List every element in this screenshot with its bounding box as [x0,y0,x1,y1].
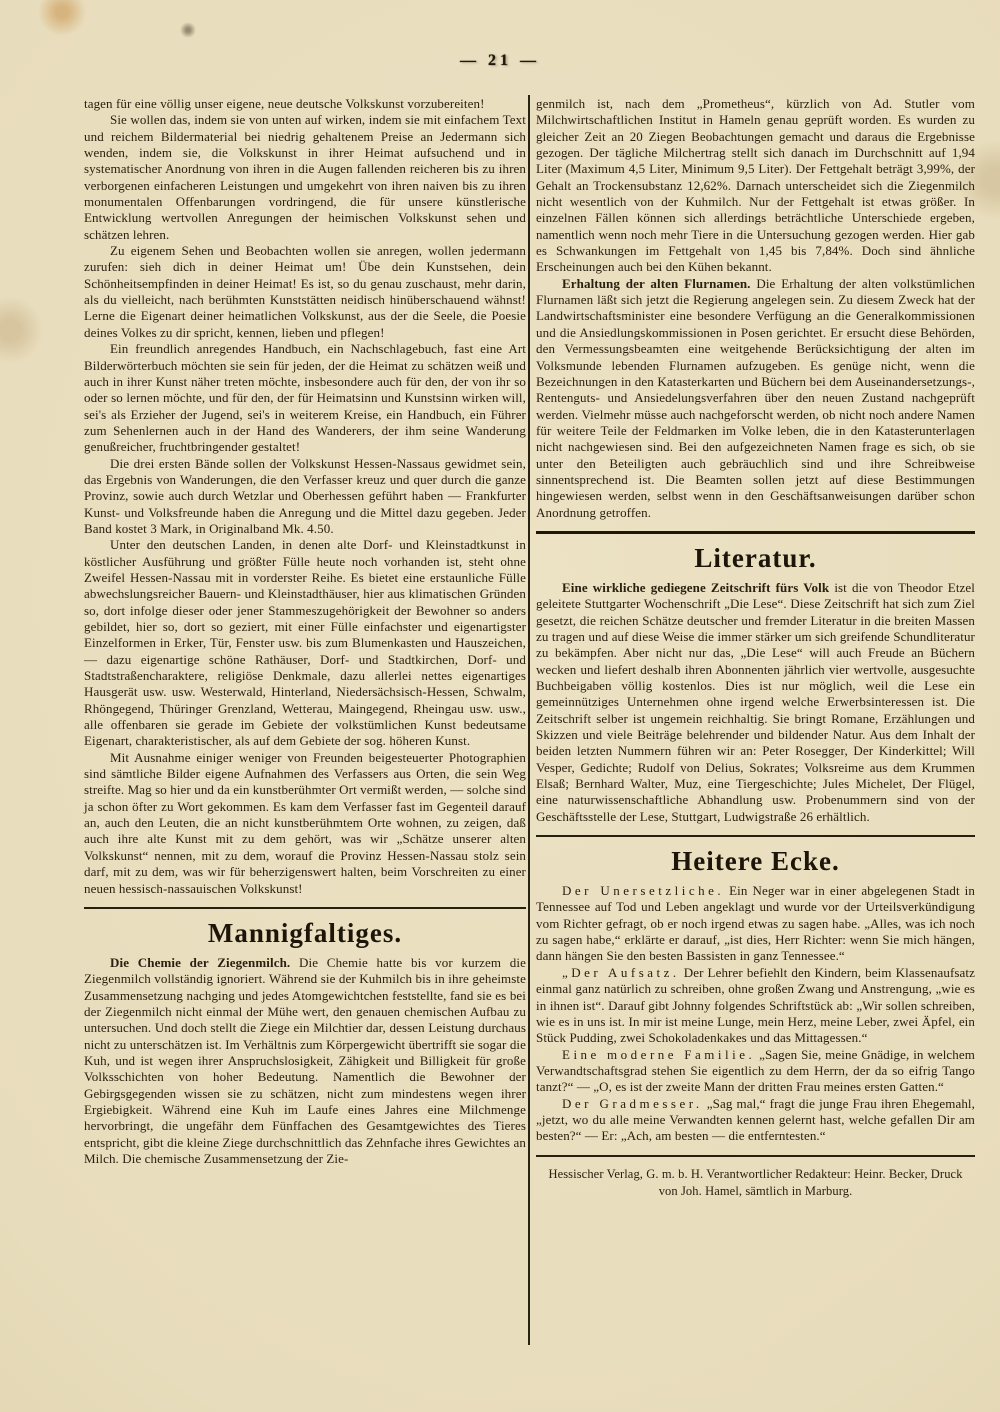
section-heading-literatur: Literatur. [694,542,817,573]
paragraph: genmilch ist, nach dem „Prometheus“, kürzlich von Ad. Stutler vom Milchwirtschaftlichen Institut in Hameln genau geprüft worden. Es wurden zu gleicher Zeit an 20 Ziegen Beobachtungen gemacht und daraus die Ergebnisse gezogen. Der tägliche Milchertrag stellt sich danach im Durchschnitt auf 1,94 Liter (Maximum 4,5 Liter, Minimum 9,5 Liter). Der Fettgehalt beträgt 3,99%, der Gehalt an Trockensubstanz 12,62%. Darnach unterscheidet sich die Ziegenmilch nicht wesentlich von der Kuhmilch. Nur der Fettgehalt ist etwas größer. In einzelnen Fällen können sich allerdings beträchtliche Unterschiede ergeben, namentlich wenn noch mehr Tiere in die Untersuchung gezogen werden. Hier gab es Schwankungen im Fettgehalt von 1,45 bis 7,84%. Doch sind ähnliche Erscheinungen auch bei den Kühen bekannt. [536,96,975,275]
paragraph: Zu eigenem Sehen und Beobachten wollen sie anregen, wollen jedermann zurufen: sieh dich in deiner Heimat um! Übe dein Kunstsehen, dein Schönheitsempfinden in deiner Heimat! Es ist, so du genau zuschaust, mehr darin, als du vielleicht, nach berühmten Kunststätten neidisch hinüberschauend wähnst! Lerne die Eigenart deiner heimatlichen Volkskunst, aus der die Seele, die Poesie deines Volkes zu dir spricht, kennen, lieben und pflegen! [84,243,526,340]
paragraph: Erhaltung der alten Flurnamen. Die Erhaltung der alten volkstümlichen Flurnamen läßt sich jetzt die Regierung angelegen sein. Zu diesem Zweck hat der Landwirtschaftsminister eine besondere Verfügung an die Generalkommissionen und die Ansiedlungskommissionen in Posen gerichtet. Er ersucht diese Behörden, den Vermessungsbeamten eine weitgehende Berücksichtigung der alten im Volksmunde lebenden Flurnamen aufzugeben. Es genüge nicht, wenn die Bezeichnungen in den Katasterkarten und Büchern bei dem Auseinandersetzungs-, Rentenguts- und Ansiedelungsverfahren über den neuen Zustand nachgeprüft werden. Vielmehr müsse auch nachgeforscht werden, ob nicht noch andere Namen für weitere Teile der Feldmarken im Volke leben, die in den Katasterunterlagen nicht nachgewiesen sind. Bei den aufgezeichneten Namen frage es sich, ob sie unter den Beteiligten auch gebräuchlich sind und ihre Schreibweise sinnentsprechend ist. Die Beamten sollen jetzt auf diese Bestimmungen hingewiesen werden, selbst wenn in den Geschäftsanweisungen darüber schon Anordnung getroffen. [536,275,975,520]
paragraph: Unter den deutschen Landen, in denen alte Dorf- und Kleinstadtkunst in köstlicher Ausführung und größter Fülle heute noch vorhanden ist, steht ohne Zweifel Hessen-Nassau mit in vorderster Reihe. Es bietet eine erstaunliche Fülle abwechslungsreicher Bauern- und Kleinstadthäuser, hier aus klimatischen Gründen so, dort infolge dieser oder jener Stammeszugehörigkeit der Bewohner so anders gebildet, hier so, dort so geziert, mit einer Fülle einfachster und eigenartigster Einzelformen in Erker, Tür, Fenster usw. bis zum Blumenkasten und Hauszeichen, — dazu eigenartige schöne Rathäuser, Dorf- und Stadtkirchen, Dorf- und Stadtstraßencharaktere, religiöse Denkmale, dazu allerlei nettes eigenartiges Hausgerät usw. usw. Westerwald, Hinterland, Niedersächsisch-Hessen, Schwalm, Rhöngegend, Thüringer Grenzland, Wetterau, Maingegend, Rheingau usw. usw., alle offenbaren sie gerade im Gebiete der volkstümlichen Kunst bedeutsame Eigenart, charakteristischer, als auf dem Gebiete der sog. höheren Kunst. [84,537,526,749]
paragraph: Der Gradmesser. „Sag mal,“ fragt die junge Frau ihren Ehegemahl, „jetzt, wo du alle meine Verwandten kennen gelernt hast, welche gefallen Dir am besten?“ — Er: „Ach, am besten — die entferntesten.“ [536,1095,975,1144]
literatur-divider-rule [536,531,975,534]
paragraph: Die Chemie der Ziegenmilch. Die Chemie hatte bis vor kurzem die Ziegenmilch vollständig ignoriert. Während sie der Kuhmilch bis in ihre geheimste Zusammensetzung nachging und jedes Atomgewichtchen feststellte, fand sie es bei der Ziegenmilch nicht einmal der Mühe wert, den genauen chemischen Aufbau zu untersuchen. Und doch stellt die Ziege ein Milchtier dar, dessen Leistung durchaus nicht zu unterschätzen ist. Im Verhältnis zum Körpergewicht übertrifft sie sogar die Kuh, und ist wegen ihrer Anspruchslosigkeit, Zähigkeit und Billigkeit für große Volksschichten von hoher Bedeutung. Namentlich die Bewohner der Gebirgsgegenden wissen sie zu schätzen, nicht zum mindestens wegen ihrer Ergiebigkeit. Während eine Kuh im Laufe eines Jahres eine Milchmenge hervorbringt, die ungefähr dem Fünffachen des Gesamtgewichtes des Tieres entspricht, gibt die kleine Ziege durchschnittlich das Zehnfache ihres Gewichtes an Milch. Die chemische Zusammensetzung der Zie- [84,954,526,1166]
section-heading-heitere-ecke: Heitere Ecke. [671,846,840,877]
page-number: — 21 — [460,52,540,69]
column-divider-rule [528,95,530,1345]
paragraph-lead: Eine wirkliche gediegene Zeitschrift fürs Volk [562,579,830,595]
volkskunst-article-continuation [84,96,526,897]
paragraph: Mit Ausnahme einiger weniger von Freunden beigesteuerter Photographien sind sämtliche Bilder eigene Aufnahmen des Verfassers aus Orten, die sein Weg streifte. Mag so hier und da ein kunstberühmter Ort vermißt werden, — solche sind ja schon öfter zu Wort gekommen. Es kam dem Verfasser fast im Gegenteil darauf an, auch den Leuten, die an nicht kunstberühmtem Orte wohnen, zu zeigen, daß auch ihre alte Kunst mit zu dem gehört, was wir „Schätze unserer alten Volkskunst“ nennen, mit zu dem, worauf die Provinz Hessen-Nassau stolz sein darf, mit zu dem, was wir für beherzigenswert halten, beim Vorschreiten zu einer neuen hessisch-nassauischen Volkskunst! [84,749,526,896]
heitere-ecke-articles [536,883,975,1145]
paragraph-lead: „Der Aufsatz. [562,964,680,980]
paragraph: Ein freundlich anregendes Handbuch, ein Nachschlagebuch, fast eine Art Bilderwörterbuch möchten sie sein für jeden, der die Heimat zu schätzen weiß und auch in ihrer Kunst näher treten möchte, insbesondere auch für den, der von ihr so oder so lernen möchte, und für den, der für Heimatsinn und Kunstsinn wirken will, sei's als Erzieher der Jugend, sei's in weiterem Kreise, ein Handbuch, ein Führer zum Sehenlernen auch in der Hand des Wanderers, der ihm seine Wanderung genußreicher, fruchtbringender gestaltet! [84,341,526,455]
mannigfaltiges-articles [84,955,526,1167]
paragraph-lead: Erhaltung der alten Flurnamen. [562,275,751,291]
paragraph-lead: Die Chemie der Ziegenmilch. [110,954,291,970]
paragraph: Der Unersetzliche. Ein Neger war in einer abgelegenen Stadt in Tennessee auf Tod und Leben angeklagt und wurde vor der Urteilsverkündigung vom Richter gefragt, ob er noch irgend etwas zu sagen habe. „Alles, was ich noch zu sagen habe,“ erklärte er darauf, „ist dies, Herr Richter: wenn Sie mich hängen, dann hängen Sie den besten Bassisten in ganz Tennessee.“ [536,883,975,964]
paragraph-lead: Der Unersetzliche. [562,883,725,899]
paragraph: tagen für eine völlig unser eigene, neue deutsche Volkskunst vorzubereiten! [84,96,485,111]
imprint-divider-rule [536,1155,975,1157]
paragraph: Eine wirkliche gediegene Zeitschrift fürs Volk ist die von Theodor Etzel geleitete Stuttgarter Wochenschrift „Die Lese“. Diese Zeitschrift hat sich zum Ziel gesetzt, die reichen Schätze deutscher und fremder Literatur in die breiten Massen zu tragen und auf diese Weise die immer stärker um sich greifende Schundliteratur zu bekämpfen. Aber nicht nur das, „Die Lese“ will auch Freude an Büchern wecken und liefert deshalb ihren Abonnenten jährlich vier wertvolle, ausgesuchte Buchbeigaben völlig kostenlos. Dies ist nur möglich, weil die Lese ein gemeinnütziges Unternehmen ohne irgend welche Erwerbsinteressen ist. Die Zeitschrift selber ist ungemein reichhaltig. Sie bringt Romane, Erzählungen und Skizzen und viele Beiträge belehrender und bildender Natur. Aus dem Inhalt der beiden letzten Nummern führen wir an: Peter Rosegger, Der Kinderkittel; Will Vesper, Gedichte; Rudolf von Delius, Sokrates; Volksreime aus dem Krummen Elsaß; Bernhard Walter, Muz, eine Tiergeschichte; Jules Michelet, Der Flügel, eine naturwissenschaftliche Abhandlung usw. Probenummern sind von der Geschäftsstelle der Lese, Stuttgart, Ludwigstraße 26 erhältlich. [536,579,975,824]
ziegenmilch-article-continuation [536,96,975,521]
paragraph-lead: Der Gradmesser. [562,1095,703,1111]
left-column [84,96,526,1167]
literatur-articles [536,580,975,825]
mannigfaltiges-divider-rule [84,907,526,909]
paragraph: „Der Aufsatz. Der Lehrer befiehlt den Kindern, beim Klassenaufsatz einmal ganz natürlich zu schreiben, ohne großen Zwang und Anstrengung, „wie es in ihnen ist“. Darauf gibt Johnny folgendes Schriftstück ab: „Wir sollen schreiben, wie es in uns ist. In mir ist meine Lunge, mein Herz, meine Leber, zwei Äpfel, ein Stück Pudding, zwei Schokoladenkakes und das Mittagessen.“ [536,964,975,1046]
right-column [536,96,975,1200]
paragraph-lead: Eine moderne Familie. [562,1046,756,1062]
paragraph: Eine moderne Familie. „Sagen Sie, meine Gnädige, in welchem Verwandtschaftsgrad stehen Sie eigentlich zu dem Herrn, der da so eifrig Tango tanzt?“ — „O, es ist der zweite Mann der dritten Frau meines ersten Gatten.“ [536,1046,975,1095]
section-heading-mannigfaltiges: Mannigfaltiges. [207,917,403,948]
publisher-imprint: Hessischer Verlag, G. m. b. H. Verantwortlicher Redakteur: Heinr. Becker, Druck von Joh. Hamel, sämtlich in Marburg. [548,1166,963,1198]
paragraph: Sie wollen das, indem sie von unten auf wirken, indem sie mit einfachem Text und reichem Bildermaterial bei niedrig gehaltenem Preise an Jedermann sich wenden, indem sie, die Volkskunst in ihrer Heimat aufsuchend und in systematischer Anordnung von ihren in die Augen fallenden reicheren bis zu ihren verborgenen einfacheren Leistungen und umgekehrt von ihren naiven bis zu ihren monumentalen Offenbarungen vordringend, die für unsere künstlerische Entwicklung wertvollen Anregungen der heimischen Volkskunst sehen und schätzen lehren. [84,112,526,242]
heitere-ecke-divider-rule [536,835,975,837]
paragraph: Die drei ersten Bände sollen der Volkskunst Hessen-Nassaus gewidmet sein, das Ergebnis von Wanderungen, die den Verfasser kreuz und quer durch die ganze Provinz, sowie auch durch Wetzlar und Oberhessen geführt haben — Frankfurter Kunst- und Volksfreunde haben die Anregung und die Mittel dazu gegeben. Jeder Band kostet 3 Mark, in Originalband Mk. 4.50. [84,455,526,536]
